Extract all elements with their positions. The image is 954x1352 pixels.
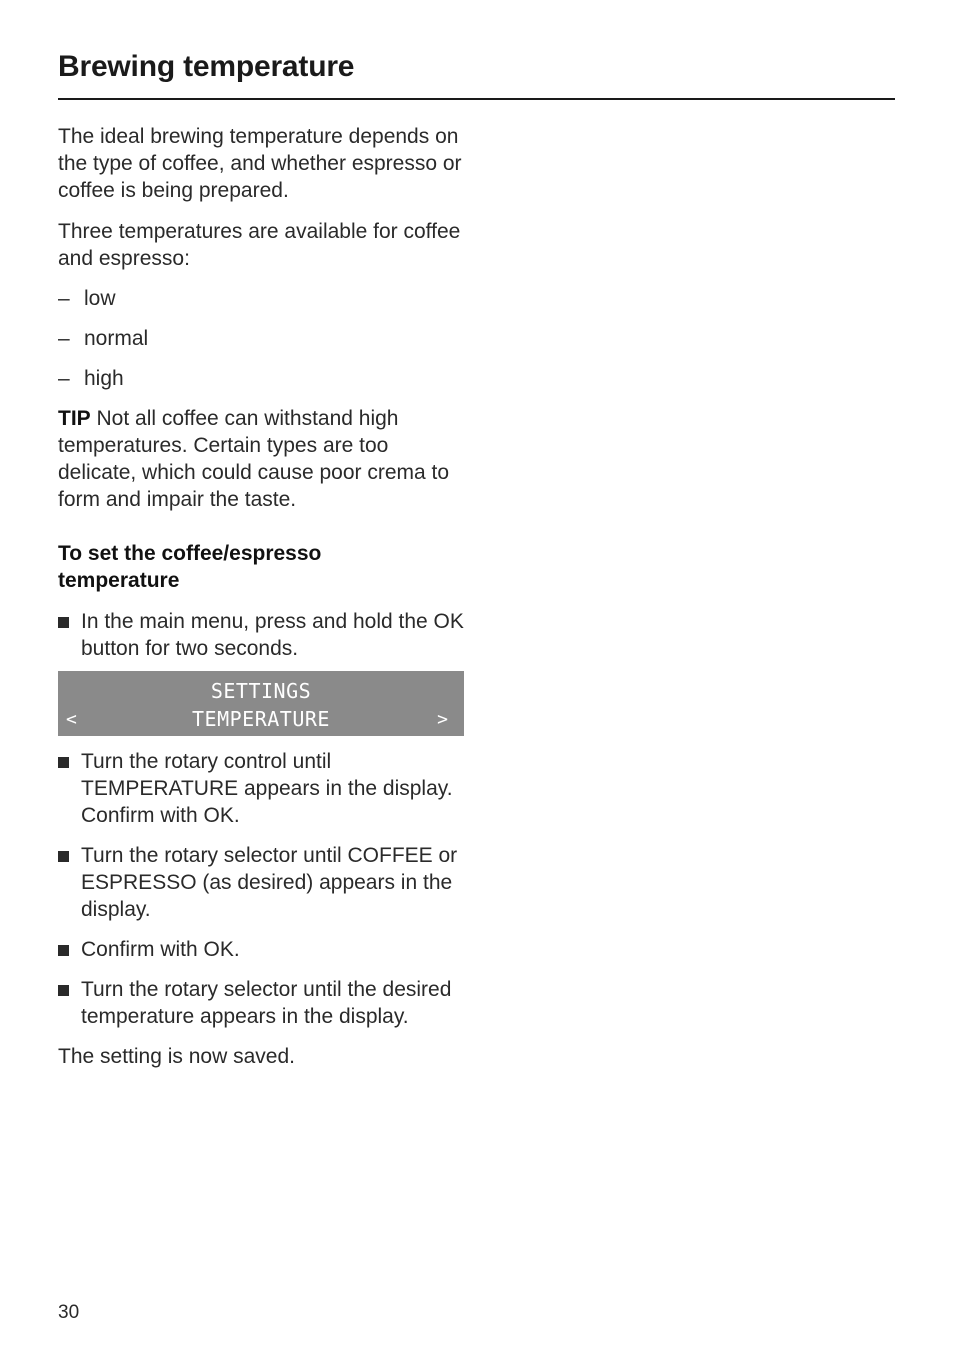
- option-label: high: [84, 367, 124, 390]
- square-bullet-icon: [58, 985, 69, 996]
- display-line-settings: SETTINGS: [210, 679, 312, 703]
- tip-label: TIP: [58, 407, 91, 430]
- square-bullet-icon: [58, 617, 69, 628]
- square-bullet-icon: [58, 757, 69, 768]
- dash-marker: –: [58, 327, 70, 350]
- tip-paragraph: [58, 405, 468, 513]
- intro-paragraph: The ideal brewing temperature depends on the type of coffee, and whether espresso or coffee is being prepared.: [58, 125, 462, 202]
- step-text: In the main menu, press and hold the OK button for two seconds.: [81, 610, 464, 660]
- option-item: [58, 365, 468, 392]
- page-title: Brewing temperature: [58, 50, 355, 83]
- option-item: [58, 325, 468, 352]
- content-column: [58, 123, 468, 1070]
- step-item: [58, 608, 468, 662]
- square-bullet-icon: [58, 851, 69, 862]
- title-rule: [58, 98, 895, 100]
- display-panel: [58, 671, 464, 736]
- step-item: [58, 976, 468, 1030]
- section-subheading: To set the coffee/espresso temperature: [58, 542, 322, 592]
- left-arrow-icon: <: [66, 709, 77, 730]
- display-line-temperature: TEMPERATURE: [192, 707, 330, 731]
- option-label: low: [84, 287, 116, 310]
- dash-marker: –: [58, 287, 70, 310]
- step-item: [58, 748, 468, 829]
- page-number: 30: [58, 1302, 80, 1323]
- option-label: normal: [84, 327, 149, 350]
- options-intro: Three temperatures are available for coffee and espresso:: [58, 220, 461, 270]
- step-item: [58, 842, 468, 923]
- right-arrow-icon: >: [437, 709, 448, 730]
- step-text: Confirm with OK.: [81, 938, 240, 961]
- option-item: [58, 285, 468, 312]
- closing-text: The setting is now saved.: [58, 1045, 295, 1068]
- step-text: Turn the rotary selector until COFFEE or ESPRESSO (as desired) appears in the display.: [81, 844, 458, 921]
- step-text: Turn the rotary control until TEMPERATURE appears in the display. Confirm with OK.: [81, 750, 453, 827]
- step-item: [58, 936, 468, 963]
- step-text: Turn the rotary selector until the desired temperature appears in the display.: [81, 978, 452, 1028]
- tip-text: Not all coffee can withstand high temperatures. Certain types are too delicate, which could cause poor crema to form and impair the taste.: [58, 407, 450, 511]
- square-bullet-icon: [58, 945, 69, 956]
- dash-marker: –: [58, 367, 70, 390]
